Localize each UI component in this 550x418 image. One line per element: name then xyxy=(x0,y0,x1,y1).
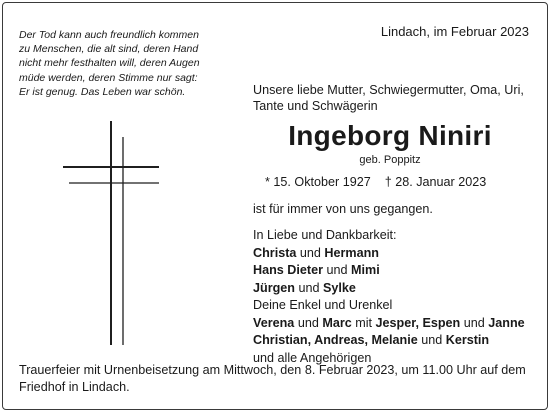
mourner-name: Christa xyxy=(253,245,297,260)
passed-away-text: ist für immer von uns gegangen. xyxy=(253,202,433,216)
conjunction: und xyxy=(299,245,321,260)
birth-date: * 15. Oktober 1927 xyxy=(265,175,371,189)
place-date: Lindach, im Februar 2023 xyxy=(380,24,529,39)
mourner-couple xyxy=(253,245,545,263)
mourner-name: Jesper, Espen xyxy=(375,315,461,330)
conjunction: und xyxy=(298,280,320,295)
intro-text: Unsere liebe Mutter, Schwiegermutter, Oma, Uri, Tante und Schwägerin xyxy=(253,83,524,113)
mourner-name: Verena xyxy=(253,315,295,330)
mourner-name: Janne xyxy=(488,315,525,330)
conjunction: und xyxy=(326,263,348,277)
deceased-name: Ingeborg Niniri xyxy=(288,120,492,151)
life-dates xyxy=(265,175,535,189)
mourner-name: Marc xyxy=(322,315,352,330)
relatives-text: und alle Angehörigen xyxy=(253,350,372,365)
mourner-couple xyxy=(253,262,545,280)
poem-text: Der Tod kann auch freundlich kommen zu Menschen, die alt sind, deren Hand nicht mehr festhalten will, deren Augen müde werden, deren Stimme nur sagt: Er ist genug. Das Leben war schön. xyxy=(19,29,200,98)
funeral-notice: Trauerfeier mit Urnenbeisetzung am Mittwoch, den 8. Februar 2023, um 11.00 Uhr auf dem Friedhof in Lindach. xyxy=(19,363,526,394)
mourner-name: Hans Dieter xyxy=(253,263,323,277)
conjunction: und xyxy=(297,315,319,330)
mourner-name: Hermann xyxy=(324,245,379,260)
birth-name: geb. Poppitz xyxy=(359,154,421,166)
grandchildren-line xyxy=(253,332,545,350)
obituary-card xyxy=(2,2,548,410)
mourners-heading: In Liebe und Dankbarkeit: xyxy=(253,228,397,242)
mourner-name: Jürgen xyxy=(253,280,295,295)
grandchildren-label: Deine Enkel und Urenkel xyxy=(253,298,393,312)
conjunction: und xyxy=(463,315,485,330)
death-date: † 28. Januar 2023 xyxy=(384,175,487,189)
mourners-list xyxy=(253,227,545,367)
mourner-name: Christian, Andreas, Melanie xyxy=(253,333,418,347)
mourner-name: Sylke xyxy=(323,280,356,295)
mourner-name: Kerstin xyxy=(445,333,490,347)
conjunction: und xyxy=(421,333,443,347)
mourner-couple xyxy=(253,280,545,298)
grandchildren-line xyxy=(253,315,545,333)
mourner-name: Mimi xyxy=(351,263,380,277)
conjunction: mit xyxy=(355,315,373,330)
